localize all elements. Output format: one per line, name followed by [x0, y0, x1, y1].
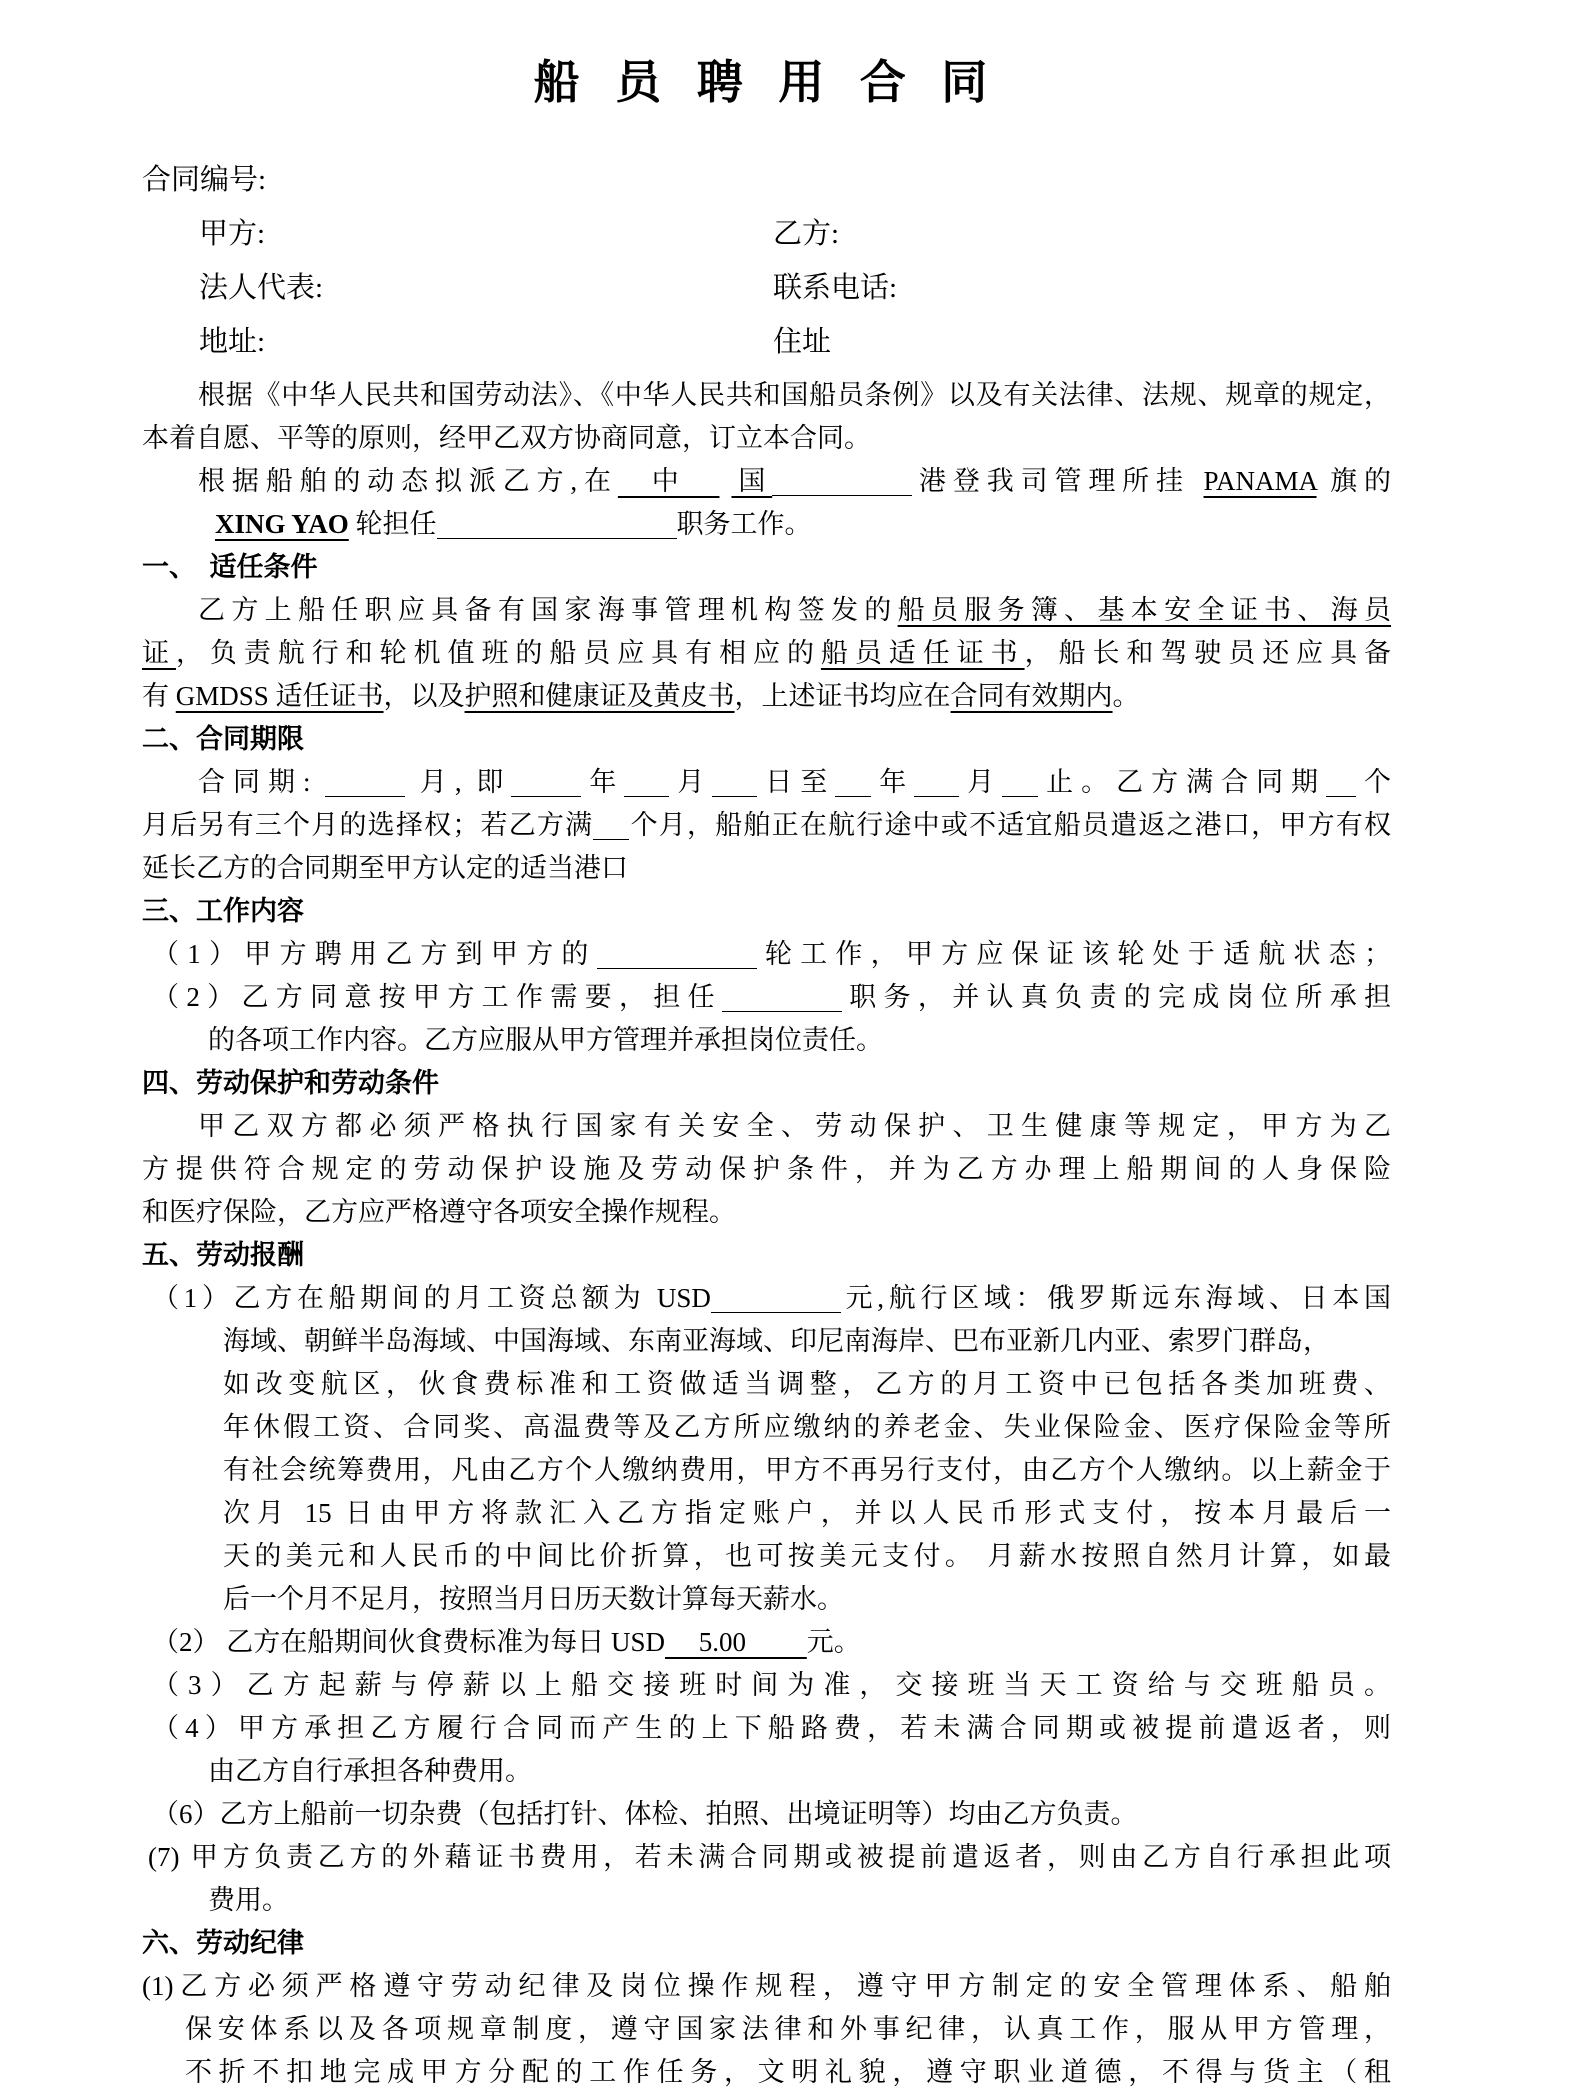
section-heading: [142, 1922, 1391, 1965]
doc-line: [142, 1105, 1391, 1148]
text-segment: 如改变航区，伙食费标准和工资做适当调整，乙方的月工资中已包括各类加班费、: [223, 1369, 1391, 1399]
contact-phone-label: 联系电话:: [773, 272, 898, 304]
legal-representative-label: 法人代表:: [199, 272, 324, 304]
doc-line: [142, 761, 1391, 804]
fill-in-blank: [1002, 782, 1038, 797]
contract-body: [142, 374, 1391, 2094]
doc-line: [142, 460, 1391, 503]
text-segment: 船员服务簿、基本安全证书、海员: [897, 595, 1392, 625]
text-segment: 六、劳动纪律: [142, 1928, 304, 1958]
fill-in-blank: [719, 482, 731, 496]
text-segment: 根据《中华人民共和国劳动法》、《中华人民共和国船员条例》以及有关法律、法规、规章的规定，: [198, 380, 1391, 410]
text-segment: 三、工作内容: [142, 896, 304, 926]
fill-in-blank: [772, 481, 912, 496]
text-segment: 年: [581, 767, 625, 797]
text-segment: 职务工作。: [676, 509, 812, 539]
text-segment: PANAMA: [1203, 466, 1317, 496]
fill-in-blank: [712, 782, 757, 797]
doc-line: [142, 1019, 1391, 1062]
section-heading: [142, 1234, 1391, 1277]
fill-in-blank: [624, 782, 669, 797]
section-heading: [142, 890, 1391, 933]
doc-line: [142, 804, 1391, 847]
text-segment: 的各项工作内容。乙方应服从甲方管理并承担岗位责任。: [208, 1025, 883, 1055]
party-row: [142, 207, 1391, 261]
doc-line: [142, 847, 1391, 890]
text-segment: 方提供符合规定的劳动保护设施及劳动保护条件，并为乙方办理上船期间的人身保险: [142, 1154, 1391, 1184]
document-title: 船 员 聘 用 合 同: [533, 57, 1000, 108]
doc-line: [142, 2051, 1391, 2094]
text-segment: 港登我司管理所挂: [912, 466, 1204, 496]
text-segment: 船员适任证书: [820, 638, 1025, 668]
text-segment: 费用。: [208, 1885, 289, 1915]
text-segment: （1）乙方在船期间的月工资总额为 USD: [152, 1283, 711, 1313]
text-segment: （2）乙方同意按甲方工作需要，担任: [152, 982, 722, 1012]
text-segment: 护照和健康证及黄皮书: [464, 681, 735, 711]
text-segment: 月: [959, 767, 1003, 797]
doc-line: [142, 1191, 1391, 1234]
text-segment: 个: [1356, 767, 1392, 797]
fill-in-blank: [511, 782, 581, 797]
text-segment: (1)乙方必须严格遵守劳动纪律及岗位操作规程，遵守甲方制定的安全管理体系、船舶: [142, 1971, 1391, 2001]
text-segment: 元。: [806, 1627, 861, 1657]
text-segment: 中: [617, 466, 720, 496]
text-segment: 甲乙双方都必须严格执行国家有关安全、劳动保护、卫生健康等规定，甲方为乙: [198, 1111, 1391, 1141]
doc-line: [142, 1578, 1391, 1621]
doc-line: [142, 1535, 1391, 1578]
text-segment: XING YAO: [215, 509, 349, 539]
section-heading: [142, 718, 1391, 761]
text-segment: ，上述证书均应在: [734, 681, 951, 711]
doc-line: [142, 1320, 1391, 1363]
text-segment: 合同期:: [198, 767, 326, 797]
doc-line: [142, 675, 1391, 718]
text-segment: 四、劳动保护和劳动条件: [142, 1068, 439, 1098]
address-label: 地址:: [199, 326, 266, 358]
fill-in-blank: [437, 524, 677, 539]
text-segment: 证: [142, 638, 176, 668]
text-segment: 由乙方自行承担各种费用。: [208, 1756, 532, 1786]
fill-in-blank: [711, 1298, 841, 1313]
doc-line: [142, 976, 1391, 1019]
text-segment: 一、 适任条件: [142, 552, 318, 582]
doc-line: [142, 2008, 1391, 2051]
doc-line: [142, 1965, 1391, 2008]
doc-line: [142, 1621, 1391, 1664]
text-segment: 轮工作，甲方应保证该轮处于适航状态；: [756, 939, 1392, 969]
text-segment: 止。乙方满合同期: [1038, 767, 1327, 797]
text-segment: （1）甲方聘用乙方到甲方的: [152, 939, 597, 969]
fill-in-blank: [722, 997, 842, 1012]
fill-in-blank: [597, 954, 757, 969]
text-segment: 职务，并认真负责的完成岗位所承担: [841, 982, 1392, 1012]
text-segment: 乙方上船任职应具备有国家海事管理机构签发的: [198, 595, 898, 625]
doc-line: [142, 1492, 1391, 1535]
residence-label: 住址: [773, 326, 832, 358]
text-segment: 月后另有三个月的选择权；若乙方满: [142, 810, 594, 840]
text-segment: 。: [1112, 681, 1140, 711]
text-segment: 保安体系以及各项规章制度，遵守国家法律和外事纪律，认真工作，服从甲方管理，: [185, 2014, 1391, 2044]
text-segment: 5.00: [665, 1627, 807, 1657]
doc-line: [142, 933, 1391, 976]
text-segment: 和医疗保险，乙方应严格遵守各项安全操作规程。: [142, 1197, 736, 1227]
text-segment: ，以及: [383, 681, 465, 711]
section-heading: [142, 1062, 1391, 1105]
text-segment: （4）甲方承担乙方履行合同而产生的上下船路费，若未满合同期或被提前遣返者，则: [152, 1713, 1391, 1743]
text-segment: 年: [871, 767, 915, 797]
text-segment: 次月 15 日由甲方将款汇入乙方指定账户，并以人民币形式支付，按本月最后一: [223, 1498, 1391, 1528]
text-segment: 本着自愿、平等的原则，经甲乙双方协商同意，订立本合同。: [142, 423, 871, 453]
text-segment: 二、合同期限: [142, 724, 304, 754]
doc-line: [142, 1879, 1391, 1922]
doc-line: [142, 1707, 1391, 1750]
party-a-label: 甲方:: [199, 218, 266, 250]
text-segment: 不折不扣地完成甲方分配的工作任务，文明礼貌，遵守职业道德，不得与货主（租: [185, 2057, 1391, 2087]
fill-in-blank: [835, 782, 871, 797]
fill-in-blank: [1326, 782, 1356, 797]
text-segment: 轮担任: [348, 509, 437, 539]
text-segment: GMDSS 适任证书: [175, 681, 384, 711]
party-row: [142, 261, 1391, 315]
fill-in-blank: [325, 782, 405, 797]
party-row: [142, 315, 1391, 369]
contract-number-label: 合同编号:: [142, 164, 267, 196]
text-segment: 月, 即: [405, 767, 512, 797]
text-segment: 有: [142, 681, 176, 711]
doc-line: [142, 417, 1391, 460]
text-segment: 天的美元和人民币的中间比价折算，也可按美元支付。 月薪水按照自然月计算，如最: [223, 1541, 1391, 1571]
text-segment: ，负责航行和轮机值班的船员应具有相应的: [175, 638, 821, 668]
doc-line: [142, 1793, 1391, 1836]
doc-line: [142, 1148, 1391, 1191]
fill-in-blank: [914, 782, 959, 797]
doc-line: [142, 1277, 1391, 1320]
text-segment: ，船长和驾驶员还应具备: [1024, 638, 1392, 668]
doc-line: [142, 503, 1391, 546]
doc-line: [142, 374, 1391, 417]
doc-line: [142, 1449, 1391, 1492]
doc-line: [142, 1406, 1391, 1449]
text-segment: 年休假工资、合同奖、高温费等及乙方所应缴纳的养老金、失业保险金、医疗保险金等所: [223, 1412, 1391, 1442]
text-segment: 有社会统筹费用，凡由乙方个人缴纳费用，甲方不再另行支付，由乙方个人缴纳。以上薪金于: [223, 1455, 1391, 1485]
doc-line: [142, 1363, 1391, 1406]
text-segment: (7) 甲方负责乙方的外藉证书费用，若未满合同期或被提前遣返者，则由乙方自行承担此项: [148, 1842, 1391, 1872]
text-segment: 月: [669, 767, 713, 797]
text-segment: 延长乙方的合同期至甲方认定的适当港口: [142, 853, 628, 883]
text-segment: 海域、朝鲜半岛海域、中国海域、东南亚海域、印尼南海岸、巴布亚新几内亚、索罗门群岛，: [223, 1326, 1330, 1356]
doc-line: [142, 1664, 1391, 1707]
text-segment: 日至: [757, 767, 836, 797]
text-segment: （3）乙方起薪与停薪以上船交接班时间为准，交接班当天工资给与交班船员。: [152, 1670, 1391, 1700]
text-segment: 后一个月不足月，按照当月日历天数计算每天薪水。: [223, 1584, 844, 1614]
party-b-label: 乙方:: [773, 218, 840, 250]
doc-line: [142, 589, 1391, 632]
text-segment: 根据船舶的动态拟派乙方,在: [198, 466, 618, 496]
text-segment: 国: [731, 466, 773, 496]
text-segment: （2） 乙方在船期间伙食费标准为每日 USD: [152, 1627, 666, 1657]
doc-line: [142, 1750, 1391, 1793]
text-segment: 合同有效期内: [950, 681, 1113, 711]
fill-in-blank: [593, 825, 629, 840]
text-segment: 五、劳动报酬: [142, 1240, 304, 1270]
doc-line: [142, 1836, 1391, 1879]
text-segment: 元,航行区域：俄罗斯远东海域、日本国: [840, 1283, 1392, 1313]
text-segment: 旗的: [1316, 466, 1392, 496]
doc-line: [142, 632, 1391, 675]
section-heading: [142, 546, 1391, 589]
text-segment: 个月，船舶正在航行途中或不适宜船员遣返之港口，甲方有权: [629, 810, 1392, 840]
text-segment: （6）乙方上船前一切杂费（包括打针、体检、拍照、出境证明等）均由乙方负责。: [152, 1799, 1138, 1829]
